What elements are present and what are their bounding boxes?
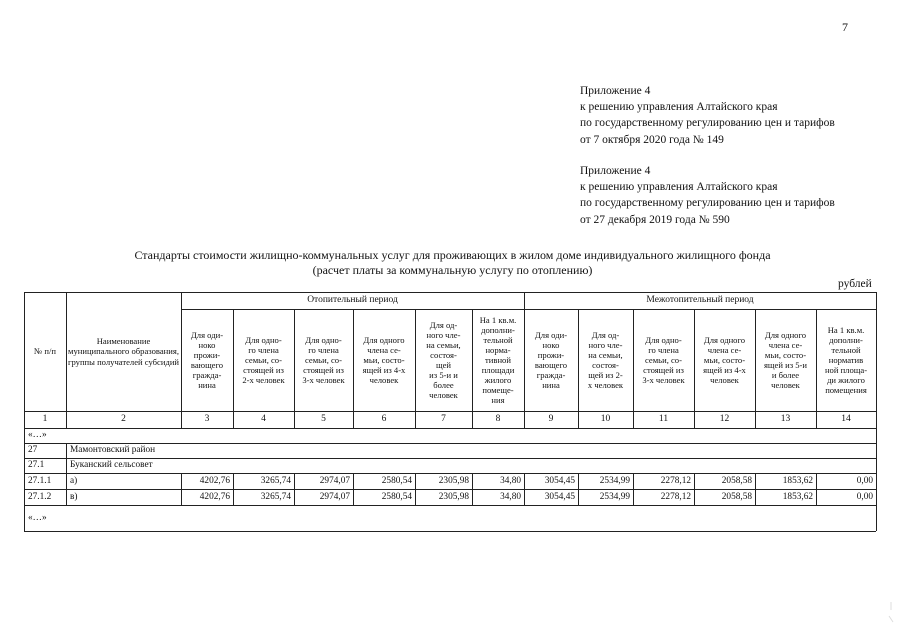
- appendix-line: по государственному регулированию цен и тарифов: [580, 117, 835, 130]
- column-number: 13: [780, 414, 791, 425]
- data-cell: 2305,98: [438, 475, 469, 486]
- data-cell: 2278,12: [660, 475, 691, 486]
- appendix-line: по государственному регулированию цен и тарифов: [580, 197, 835, 210]
- column-number: 2: [121, 414, 126, 425]
- title-line: Стандарты стоимости жилищно-коммунальных услуг для проживающих в жилом доме индивидуального жилищного фонда: [134, 248, 771, 262]
- column-number: 12: [719, 414, 730, 425]
- column-header-heating: Для одно- го члена семьи, со- стоящей из 3-х человек: [302, 334, 345, 386]
- row-number: 27: [28, 445, 38, 456]
- column-header-heating: На 1 кв.м. дополни- тельной норма- тивной площади жилого помеще- ния: [479, 314, 517, 406]
- data-cell: 4202,76: [199, 491, 230, 502]
- column-number: 11: [658, 414, 669, 425]
- column-header-heating: Для одного члена се- мьи, состо- ящей из 4-х человек: [362, 334, 406, 386]
- table-horizontal-rule: [24, 531, 876, 532]
- data-cell: 2305,98: [438, 491, 469, 502]
- ellipsis-row: «…»: [28, 430, 47, 441]
- column-header-name: Наименование муниципального образования, группы получателей субсидий: [67, 336, 180, 367]
- row-name: Буканский сельсовет: [70, 460, 153, 471]
- column-header-interheating: На 1 кв.м. дополни- тельной норматив ной площа- ди жилого помещения: [824, 324, 868, 396]
- appendix-line: к решению управления Алтайского края: [580, 101, 778, 114]
- appendix-current: [580, 83, 835, 148]
- data-cell: 3265,74: [260, 491, 291, 502]
- document-title: [0, 248, 905, 278]
- table-vertical-rule: [876, 292, 877, 531]
- appendix-line: к решению управления Алтайского края: [580, 181, 778, 194]
- data-cell: 4202,76: [199, 475, 230, 486]
- group-header-heating: Отопительный период: [307, 295, 398, 306]
- data-cell: 2580,54: [381, 475, 412, 486]
- appendix-line: Приложение 4: [580, 165, 651, 177]
- scan-mark-icon: [886, 600, 896, 630]
- standards-table: [24, 292, 876, 531]
- row-name: Мамонтовский район: [70, 445, 156, 456]
- data-cell: 34,80: [500, 475, 521, 486]
- column-number: 14: [841, 414, 851, 425]
- page-number: 7: [842, 20, 848, 34]
- data-cell: 0,00: [856, 491, 873, 502]
- column-number: 5: [321, 414, 326, 425]
- row-name: в): [70, 491, 78, 502]
- data-cell: 3054,45: [544, 491, 575, 502]
- column-number: 10: [600, 414, 611, 425]
- row-number: 27.1.2: [28, 491, 52, 502]
- row-name: а): [70, 475, 78, 486]
- group-header-interheating: Межотопительный период: [646, 295, 754, 306]
- appendix-line: от 7 октября 2020 года № 149: [580, 133, 724, 146]
- data-cell: 2278,12: [660, 491, 691, 502]
- data-cell: 2580,54: [381, 491, 412, 502]
- column-header-interheating: Для одного члена се- мьи, состо- ящей из 5-и и более человек: [763, 329, 808, 391]
- units-label: рублей: [838, 278, 872, 290]
- column-number: 4: [261, 414, 266, 425]
- column-header-number: № п/п: [34, 346, 56, 357]
- column-header-heating: Для одно- го члена семьи, со- стоящей из 2-х человек: [242, 334, 285, 386]
- data-cell: 3265,74: [260, 475, 291, 486]
- row-number: 27.1.1: [28, 475, 52, 486]
- data-cell: 34,80: [500, 491, 521, 502]
- data-cell: 1853,62: [782, 475, 813, 486]
- column-number: 3: [204, 414, 210, 425]
- column-header-heating: Для оди- ноко прожи- вающего гражда- нина: [190, 329, 224, 391]
- column-header-interheating: Для од- ного чле- на семьи, состоя- щей из 2- х человек: [587, 329, 624, 391]
- data-cell: 2534,99: [599, 475, 630, 486]
- data-cell: 2974,07: [319, 491, 350, 502]
- data-cell: 2974,07: [319, 475, 350, 486]
- column-header-heating: Для од- ного чле- на семьи, состоя- щей из 5-и и более человек: [426, 319, 461, 401]
- data-cell: 0,00: [856, 475, 873, 486]
- data-cell: 2534,99: [599, 491, 630, 502]
- data-cell: 3054,45: [544, 475, 575, 486]
- column-header-interheating: Для одного члена се- мьи, состо- ящей из 4-х человек: [703, 334, 746, 386]
- column-header-interheating: Для оди- ноко прожи- вающего гражда- нина: [534, 329, 568, 391]
- ellipsis-row: «…»: [28, 512, 47, 523]
- column-header-interheating: Для одно- го члена семьи, со- стоящей из 3-х человек: [642, 334, 685, 386]
- column-number: 6: [381, 414, 387, 425]
- appendix-line: от 27 декабря 2019 года № 590: [580, 213, 730, 226]
- appendix-previous: [580, 163, 835, 228]
- appendix-line: Приложение 4: [580, 85, 651, 97]
- data-cell: 1853,62: [782, 491, 813, 502]
- data-cell: 2058,58: [721, 491, 752, 502]
- column-number: 7: [441, 414, 446, 425]
- column-number: 1: [42, 414, 48, 425]
- data-cell: 2058,58: [721, 475, 752, 486]
- column-number: 8: [495, 414, 501, 425]
- row-number: 27.1: [28, 460, 45, 471]
- title-line: (расчет платы за коммунальную услугу по отоплению): [312, 263, 593, 277]
- column-number: 9: [548, 414, 554, 425]
